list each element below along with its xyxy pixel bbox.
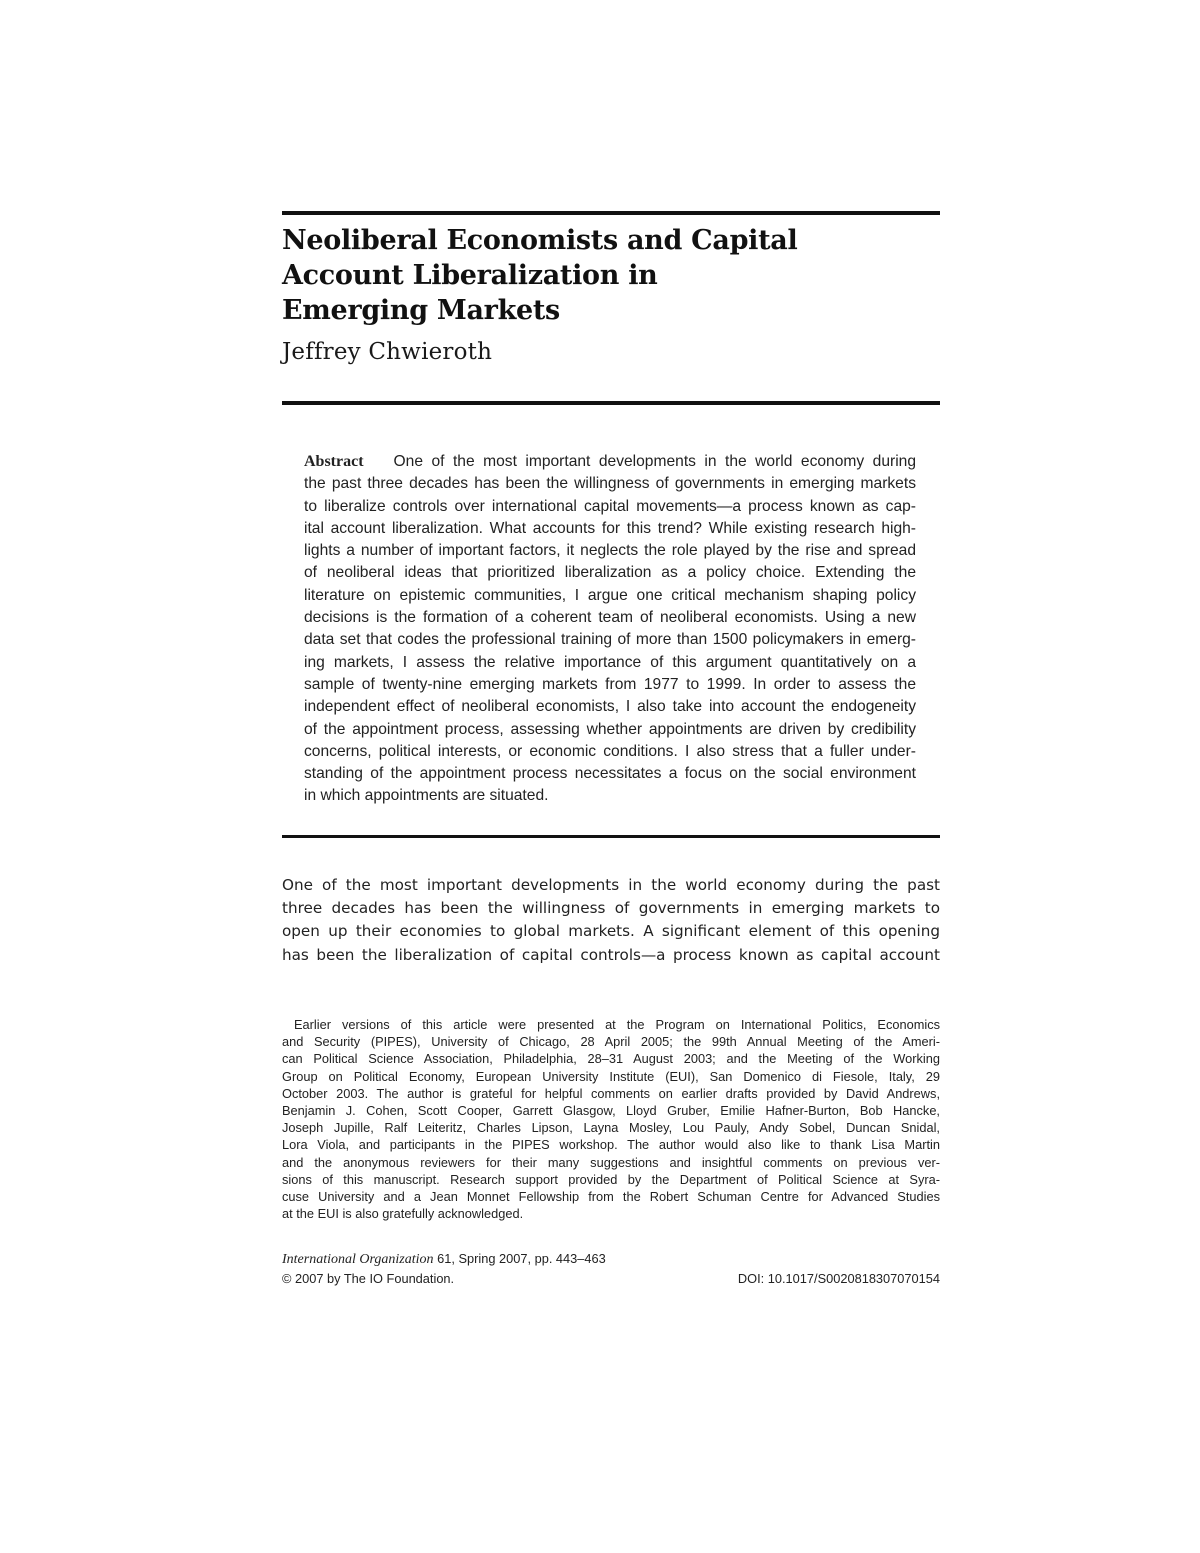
title-top-rule <box>282 211 940 215</box>
abstract-line: in which appointments are situated. <box>304 787 549 805</box>
abstract-line: standing of the appointment process necessitates a focus on the social environment <box>304 765 916 783</box>
title-line: Emerging Markets <box>282 295 560 326</box>
abstract-line: independent effect of neoliberal economists, I also take into account the endogeneity <box>304 698 916 716</box>
author-name: Jeffrey Chwieroth <box>282 339 493 365</box>
abstract-line: the past three decades has been the willingness of governments in emerging markets <box>304 475 916 493</box>
abstract-line: of the appointment process, assessing whether appointments are driven by credibility <box>304 720 916 738</box>
citation-second-row <box>282 1269 940 1288</box>
title-line: Account Liberalization in <box>282 260 658 291</box>
body-paragraph <box>282 874 940 967</box>
journal-citation <box>282 1249 940 1288</box>
abstract-line: ital account liberalization. What accounts for this trend? While existing research high- <box>304 519 916 537</box>
abstract-line: of neoliberal ideas that prioritized liberalization as a policy choice. Extending the <box>304 564 916 582</box>
abstract-label: Abstract <box>304 453 364 470</box>
footnote-line: Group on Political Economy, European University Institute (EUI), San Domenico di Fiesole, Italy, 29 <box>282 1068 940 1084</box>
doi: DOI: 10.1017/S0020818307070154 <box>737 1271 940 1286</box>
abstract-line: literature on epistemic communities, I argue one critical mechanism shaping policy <box>304 586 916 604</box>
footnote-line: Lora Viola, and participants in the PIPES workshop. The author would also like to thank Lisa Martin <box>282 1137 940 1153</box>
abstract-line: to liberalize controls over international capital movements—a process known as cap- <box>304 497 916 515</box>
abstract-line <box>304 451 916 473</box>
footnote-line: cuse University and a Jean Monnet Fellowship from the Robert Schuman Centre for Advanced Studies <box>282 1189 940 1205</box>
footnote-line: Benjamin J. Cohen, Scott Cooper, Garrett Glasgow, Lloyd Gruber, Emilie Hafner-Burton, Bob Hancke, <box>282 1103 940 1119</box>
acknowledgment-footnote <box>282 1016 940 1222</box>
title-bottom-rule <box>282 401 940 405</box>
abstract-line: concerns, political interests, or economic conditions. I also stress that a fuller under- <box>304 742 916 760</box>
body-line: three decades has been the willingness of governments in emerging markets to <box>282 899 940 918</box>
abstract-line: ing markets, I assess the relative importance of this argument quantitatively on a <box>304 653 916 671</box>
abstract-line: decisions is the formation of a coherent team of neoliberal economists. Using a new <box>304 609 916 627</box>
abstract-bottom-rule <box>282 835 940 838</box>
journal-name: International Organization <box>282 1252 434 1267</box>
citation-first-row <box>282 1249 940 1269</box>
abstract-line: data set that codes the professional training of more than 1500 policymakers in emerg- <box>304 631 916 649</box>
footnote-line: October 2003. The author is grateful for helpful comments on earlier drafts provided by David Andrews, <box>282 1085 940 1101</box>
abstract-line: sample of twenty-nine emerging markets from 1977 to 1999. In order to assess the <box>304 675 916 693</box>
abstract <box>304 451 916 808</box>
footnote-line: sions of this manuscript. Research support provided by the Department of Political Science at Syra- <box>282 1171 940 1187</box>
footnote-line: Joseph Jupille, Ralf Leiteritz, Charles Lipson, Layna Mosley, Lou Pauly, Andy Sobel, Duncan Snidal, <box>282 1120 940 1136</box>
footnote-line: can Political Science Association, Philadelphia, 28–31 August 2003; and the Meeting of the Working <box>282 1051 940 1067</box>
footnote-line: at the EUI is also gratefully acknowledged. <box>282 1206 524 1222</box>
footnote-line: and Security (PIPES), University of Chicago, 28 April 2005; the 99th Annual Meeting of the Ameri- <box>282 1034 940 1050</box>
abstract-line: lights a number of important factors, it neglects the role played by the rise and spread <box>304 542 916 560</box>
footnote-line: Earlier versions of this article were presented at the Program on International Politics, Economics <box>294 1017 940 1032</box>
body-line: One of the most important developments in the world economy during the past <box>282 876 940 894</box>
article-title <box>282 223 932 328</box>
body-line: has been the liberalization of capital controls—a process known as capital account <box>282 945 940 964</box>
body-line: open up their economies to global markets. A significant element of this opening <box>282 922 940 941</box>
footnote-line: and the anonymous reviewers for their many suggestions and insightful comments on previous ver- <box>282 1154 940 1170</box>
journal-details: 61, Spring 2007, pp. 443–463 <box>437 1251 606 1266</box>
title-line: Neoliberal Economists and Capital <box>282 225 798 256</box>
abstract-first-line-text: One of the most important developments in the world economy during <box>393 453 916 470</box>
copyright-notice: © 2007 by The IO Foundation. <box>282 1271 455 1286</box>
